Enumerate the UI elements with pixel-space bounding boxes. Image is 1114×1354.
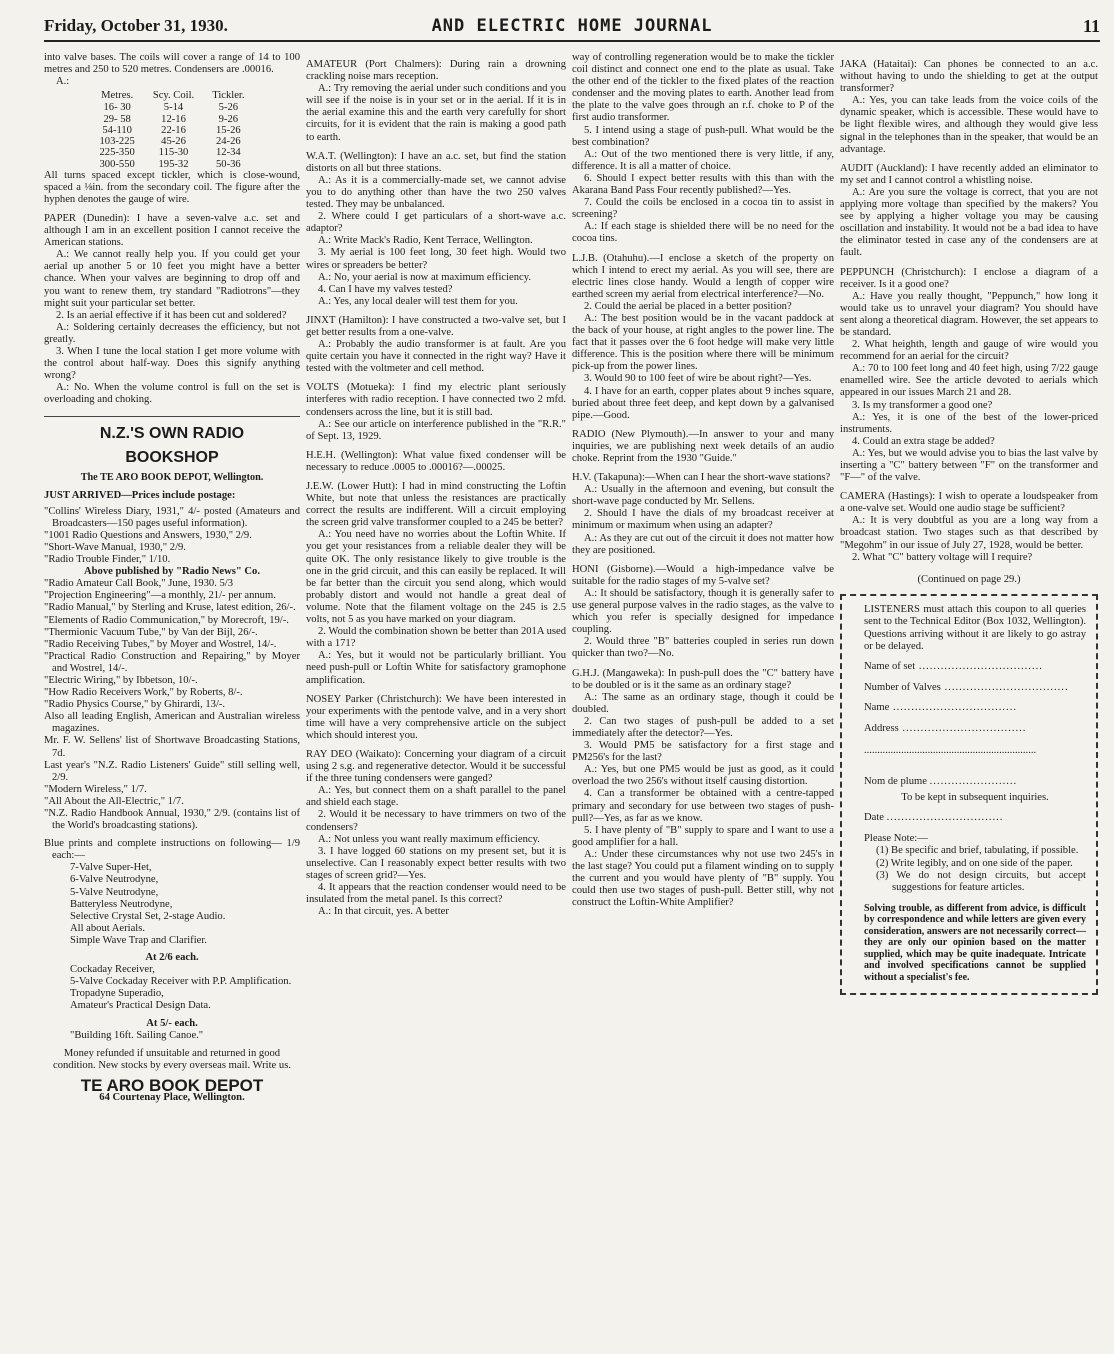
answer-paper-3: A.: No. When the volume control is full on the set is overloading and choking. xyxy=(44,382,300,406)
answer-item: A.: Yes, any local dealer will test them for you. xyxy=(318,295,518,307)
coil-header-cell: Scy. Coil. xyxy=(152,90,195,102)
answer-item: A.: Try removing the aerial under such conditions and you will see if the noise is in your set or in the aerial. If it is in the aerial examine this and the earth very carefully for short circuits, for it is evident that the rain is making a good path to earth. xyxy=(306,83,566,143)
coupon-solving: Solving trouble, as different from advice, is difficult by correspondence and while letters are given every consideration, answers are not necessarily correct—they are only our opinion based on the matter supplied, which may be quite inadequate. Intricate and involved specifications cannot be supplied without a specialist's fee. xyxy=(864,902,1086,983)
continued-answer: way of controlling regeneration would be to make the tickler coil distinct and connect one end to the plate as usual. Take the other end of the tickler to the fixed plates of the reaction condenser and the moving plates to earth. Another lead from the plate to the valve goes through an r.f. choke to P of the first audio transformer. xyxy=(572,52,834,124)
query-coupon xyxy=(840,594,1098,995)
coil-cell: 5-14 xyxy=(163,102,184,114)
coupon-field: Address .................................. xyxy=(864,722,1027,734)
query-item: RAY DEO (Waikato): Concerning your diagram of a circuit using 2 s.g. and regenerative detector. Would it be successful if the three tuning condensers were ganged? xyxy=(306,748,566,785)
query-item: HONI (Gisborne).—Would a high-impedance valve be suitable for the radio stages of my 5-valve set? xyxy=(572,563,834,587)
query-item: L.J.B. (Otahuhu).—I enclose a sketch of the property on which I intend to erect my aerial. As you will see, there are electric lines close handy. Would a length of copper wire earthed screen my aerial from electrical interference?—No. xyxy=(572,252,834,300)
coil-row xyxy=(91,125,254,136)
book-list xyxy=(44,506,300,833)
answer-item: A.: Yes, but one PM5 would be just as good, as it could overload the two 256's without itself causing distortion. xyxy=(572,764,834,788)
book-item: "Practical Radio Construction and Repairing," by Moyer and Wostrel, 14/-. xyxy=(44,650,300,674)
answer-item: A.: Usually in the afternoon and evening, but consult the short-wave page conducted by Mr. Sellens. xyxy=(572,484,834,508)
answer-label: A.: xyxy=(56,76,70,88)
answer-item: A.: It is very doubtful as you are a long way from a broadcast station. Two stages such as that described by "Megohm" in our issue of July 27, 1928, would be better. xyxy=(840,515,1098,551)
coupon-field: Name of set .................................. xyxy=(864,661,1043,673)
coil-row xyxy=(91,147,254,158)
book-item: "Radio Manual," by Sterling and Kruse, latest edition, 26/-. xyxy=(44,602,296,614)
book-item: "All About the All-Electric," 1/7. xyxy=(44,795,184,807)
blueprint-item: Tropadyne Superadio, xyxy=(70,988,164,1000)
price-5: At 5/- each. xyxy=(146,1017,198,1029)
coil-cell: 45-26 xyxy=(161,136,186,148)
answer-item: A.: Yes, but connect them on a shaft parallel to the panel and shield each stage. xyxy=(306,785,566,809)
query-item: CAMERA (Hastings): I wish to operate a loudspeaker from a one-valve set. Would one audio stage be sufficient? xyxy=(840,491,1098,515)
blueprint-item: Selective Crystal Set, 2-stage Audio. xyxy=(70,910,226,922)
answer-item: 2. Would three "B" batteries coupled in series run down quicker than two?—No. xyxy=(572,636,834,660)
coupon-note-title: Please Note:— xyxy=(864,832,928,844)
answer-item: A.: Yes, but it would not be particularly brilliant. You need push-pull or Loftin White for satisfactory gramophone amplification. xyxy=(306,650,566,686)
book-item: "Collins' Wireless Diary, 1931," 4/- posted (Amateurs and Broadcasters—150 pages useful information). xyxy=(44,505,300,529)
answer-item: A.: No, your aerial is now at maximum efficiency. xyxy=(318,271,531,283)
coupon-note: (3) We do not design circuits, but accept suggestions for feature articles. xyxy=(876,869,1086,894)
coil-cell: 9-26 xyxy=(218,113,239,125)
book-item: "Electric Wiring," by Ibbetson, 10/-. xyxy=(44,674,198,686)
column-4 xyxy=(840,52,1098,1347)
book-item: Also all leading English, American and Australian wireless magazines. xyxy=(44,711,300,735)
answer-item: 4. Could an extra stage be added? xyxy=(852,435,995,447)
book-item: "Elements of Radio Communication," by Morecroft, 19/-. xyxy=(44,614,289,626)
blueprint-item: Batteryless Neutrodyne, xyxy=(70,898,173,910)
book-item: Mr. F. W. Sellens' list of Shortwave Broadcasting Stations, 7d. xyxy=(44,735,300,759)
blueprint-item: 5-Valve Neutrodyne, xyxy=(70,886,159,898)
issue-date: Friday, October 31, 1930. xyxy=(44,16,228,35)
coil-row xyxy=(91,136,254,147)
coupon-intro: LISTENERS must attach this coupon to all queries sent to the Technical Editor (Box 1032, Wellington). Questions arriving without it are likely to go astray or be delayed. xyxy=(864,603,1086,653)
coil-cell: 50-36 xyxy=(216,158,241,170)
coil-header-cell: Metres. xyxy=(101,90,134,102)
coil-cell: 225-350 xyxy=(99,147,135,159)
answer-item: 2. What heighth, length and gauge of wire would you recommend for an aerial for the circuit? xyxy=(840,339,1098,363)
question-paper-3: 3. When I tune the local station I get more volume with the control about half-way. Does this signify anything wrong? xyxy=(44,346,300,382)
price-2-6: At 2/6 each. xyxy=(145,952,199,964)
answer-item: A.: Probably the audio transformer is at fault. Are you quite certain you have it connected in the right way? Have it tested with the voltmeter and cell method. xyxy=(306,339,566,375)
query-item: H.E.H. (Wellington): What value fixed condenser will be necessary to reduce .0005 to .00016?—.00025. xyxy=(306,449,566,473)
blueprint-item: Simple Wave Trap and Clarifier. xyxy=(70,934,207,946)
book-item: Above published by "Radio News" Co. xyxy=(83,566,260,578)
book-item: "Thermionic Vacuum Tube," by Van der Bijl, 26/-. xyxy=(44,626,258,638)
answer-item: A.: Out of the two mentioned there is very little, if any, difference. It is all a matter of choice. xyxy=(572,148,834,172)
blueprint-item: 6-Valve Neutrodyne, xyxy=(70,874,159,886)
answer-item: A.: In that circuit, yes. A better xyxy=(318,906,449,918)
answer-item: A.: Yes, but we would advise you to bias the last valve by inserting a "C" battery between "F" on the transformer and "F—" of the valve. xyxy=(840,447,1098,484)
answer-item: A.: 70 to 100 feet long and 40 feet high, using 7/22 gauge enamelled wire. See the article devoted to aerials which appeared in our issues March 21 and 28. xyxy=(840,363,1098,399)
blueprint-item: 5-Valve Cockaday Receiver with P.P. Amplification. xyxy=(70,976,292,988)
bookshop-advert xyxy=(44,425,300,1104)
query-item: J.E.W. (Lower Hutt): I had in mind constructing the Loftin White, but note that unless the resistances are practically correct the results are indifferent. Will a circuit employing the screen grid valve transformer coupled to a 245 be better? xyxy=(306,481,566,529)
ad-heading-2: BOOKSHOP xyxy=(125,449,219,467)
answer-item: A.: You need have no worries about the Loftin White. If you get your resistances from a reliable dealer they will be quite OK. The only resistance likely to give trouble is the one in the grid circuit, and this can easily be replaced. It will be far better than the circuit you send along, which would probably distort and would not handle a great deal of volume. Note that the filament voltage on the 245 is 2.5 volts, not 5 as you have marked on your diagram. xyxy=(306,529,566,626)
answer-item: A.: If each stage is shielded there will be no need for the cocoa tins. xyxy=(572,221,834,245)
answer-item: 2. Would the combination shown be better than 201A used with a 171? xyxy=(306,626,566,650)
book-item: "Projection Engineering"—a monthly, 21/- per annum. xyxy=(44,590,276,602)
coupon-field: Number of Valves .................................. xyxy=(864,681,1069,693)
answer-item: A.: Are you sure the voltage is correct, that you are not applying more voltage than specified by the makers? You see by applying a higher voltage you may be causing oscillation and instability. It would not be a bad idea to have the eliminator tested in case any of the condensers are at fault. xyxy=(840,186,1098,259)
answer-item: A.: The same as an ordinary stage, though it could be doubled. xyxy=(572,691,834,715)
coil-cell: 15-26 xyxy=(216,124,241,136)
answer-item: 7. Could the coils be enclosed in a cocoa tin to assist in screening? xyxy=(572,197,834,221)
answer-item: 2. Can two stages of push-pull be added to a set immediately after the detector?—Yes. xyxy=(572,715,834,739)
book-item: "Radio Amateur Call Book," June, 1930. 5/3 xyxy=(44,578,234,590)
blueprints-intro: Blue prints and complete instructions on following— 1/9 each:— xyxy=(44,838,300,862)
column-2 xyxy=(306,52,566,1347)
query-item: AUDIT (Auckland): I have recently added an eliminator to my set and I cannot control a whistling noise. xyxy=(840,162,1098,186)
answer-item: 4. Can I have my valves tested? xyxy=(318,283,453,295)
answer-item: A.: Write Mack's Radio, Kent Terrace, Wellington. xyxy=(318,235,533,247)
coil-row xyxy=(91,159,254,170)
query-item: PEPPUNCH (Christchurch): I enclose a diagram of a receiver. Is it a good one? xyxy=(840,266,1098,290)
query-item: H.V. (Takapuna):—When can I hear the short-wave stations? xyxy=(572,472,831,484)
book-item: "How Radio Receivers Work," by Roberts, 8/-. xyxy=(44,687,243,699)
answer-item: 4. Can a transformer be obtained with a centre-tapped primary and secondary for use between two stages of push-pull?—Yes, as far as we know. xyxy=(572,788,834,824)
coil-intro: into valve bases. The coils will cover a range of 14 to 100 metres and 250 to 520 metres. Condensers are .00016. xyxy=(44,52,300,76)
book-item: "Short-Wave Manual, 1930," 2/9. xyxy=(44,541,186,553)
coil-note: All turns spaced except tickler, which is close-wound, spaced a ⅛in. from the secondary coil. The figure after the hyphen denotes the gauge of wire. xyxy=(44,169,300,205)
ad-heading-1: N.Z.'S OWN RADIO xyxy=(99,425,245,443)
refund-note: Money refunded if unsuitable and returned in good condition. New stocks by every overseas mail. Write us. xyxy=(53,1047,291,1071)
blueprints-list-5 xyxy=(44,1030,300,1042)
answer-item: A.: Yes, it is one of the best of the lower-priced instruments. xyxy=(840,411,1098,435)
ad-address: 64 Courtenay Place, Wellington. xyxy=(99,1091,245,1103)
answer-item: A.: As they are cut out of the circuit it does not matter how they are positioned. xyxy=(572,532,834,556)
ad-footer-name: TE ARO BOOK DEPOT xyxy=(80,1075,264,1095)
coil-cell: 12-16 xyxy=(161,113,186,125)
blueprint-item: Amateur's Practical Design Data. xyxy=(70,1000,211,1012)
coupon-field-date: Date ................................ xyxy=(864,812,1004,824)
query-item: AMATEUR (Port Chalmers): During rain a drowning crackling noise mars reception. xyxy=(306,59,566,83)
ad-just-arrived: JUST ARRIVED—Prices include postage: xyxy=(44,489,236,501)
book-item: "1001 Radio Questions and Answers, 1930," 2/9. xyxy=(44,529,252,541)
coil-cell: 103-225 xyxy=(99,136,135,148)
blueprint-item: 7-Valve Super-Het, xyxy=(70,862,152,874)
answer-item: 4. I have for an earth, copper plates about 9 inches square, buried about three feet deep, and kept down by a galvanised pipe.—Good. xyxy=(572,385,834,421)
answer-item: 5. I intend using a stage of push-pull. What would be the best combination? xyxy=(572,124,834,148)
column-3 xyxy=(572,52,834,1347)
blueprint-item: Cockaday Receiver, xyxy=(70,964,155,976)
answer-item: 3. I have logged 60 stations on my present set, but it is unselective. Can I reasonably expect better results with two stages of screen grid?—Yes. xyxy=(306,845,566,881)
coil-row xyxy=(91,102,254,113)
coil-row xyxy=(91,114,254,125)
answer-paper-1: A.: We cannot really help you. If you could get your aerial up another 5 or 10 feet you might have a better chance. When your valves are beginning to drop off and you want to renew them, try standard "Radiotrons"—they might suit your particular set better. xyxy=(44,249,300,309)
answer-item: 4. It appears that the reaction condenser would need to be insulated from the metal panel. Is this correct? xyxy=(306,882,566,906)
answer-item: 6. Should I expect better results with this than with the Akarana Band Pass Four recently published?—Yes. xyxy=(572,172,834,197)
query-paper: PAPER (Dunedin): I have a seven-valve a.c. set and although I am in an excellent position I cannot receive the American stations. xyxy=(44,212,300,249)
coil-cell: 195-32 xyxy=(158,158,189,170)
answer-item: A.: Yes, you can take leads from the voice coils of the dynamic speaker, which is accessible. These would have to be light flexible wires, and although they would give less signal in the telephones than in the speaker, that would be an advantage. xyxy=(840,95,1098,155)
coil-cell: 29- 58 xyxy=(103,113,131,125)
book-item: "Modern Wireless," 1/7. xyxy=(44,783,147,795)
answer-item: A.: As it is a commercially-made set, we cannot advise you to do anything other than have the two 250 valves tested. They may be unbalanced. xyxy=(306,174,566,211)
book-item: "N.Z. Radio Handbook Annual, 1930," 2/9. (contains list of the World's broadcasting stations). xyxy=(44,808,300,832)
column-1 xyxy=(44,52,300,1347)
blueprints-list-19 xyxy=(44,862,300,947)
query-item: JAKA (Hataitai): Can phones be connected to an a.c. without having to undo the shielding to get at the output transformer? xyxy=(840,59,1098,95)
answer-item: 2. What "C" battery voltage will I require? xyxy=(852,551,1033,563)
coupon-kept: To be kept in subsequent inquiries. xyxy=(901,791,1049,803)
coil-cell: 22-16 xyxy=(161,124,186,136)
answer-item: A.: It should be satisfactory, though it is generally safer to use general purpose valves in the radio stages, as the valve to which you refer is specially designed for impedance coupling. xyxy=(572,587,834,636)
answer-item: 2. Should I have the dials of my broadcast receiver at minimum or maximum when using an adapter? xyxy=(572,508,834,532)
coil-cell: 54-110 xyxy=(102,124,132,136)
answer-item: 3. My aerial is 100 feet long, 30 feet high. Would two wires or spreaders be better? xyxy=(306,247,566,271)
coil-cell: 300-550 xyxy=(99,158,135,170)
answer-item: A.: The best position would be in the vacant paddock at the back of your house, at right angles to the power line. The fact that it passes over the 6 foot hedge will make very little difference. This is the position where there will be minimum pick-up from the power lines. xyxy=(572,312,834,373)
coil-cell: 24-26 xyxy=(216,136,241,148)
answer-item: A.: Not unless you want really maximum efficiency. xyxy=(318,833,540,845)
answer-item: 3. Would PM5 be satisfactory for a first stage and PM256's for the last? xyxy=(572,740,834,764)
coil-cell: 12-34 xyxy=(216,147,241,159)
answer-item: A.: Under these circumstances why not use two 245's in the last stage? You could put a filament winding on to supply the current and you would have plenty of "B" supply. You could then use two stages of push-pull. Better still, why not construct the Loftin-White Amplifier? xyxy=(572,848,834,909)
coil-cell: 115-30 xyxy=(158,147,189,159)
answer-item: 2. Could the aerial be placed in a better position? xyxy=(584,300,792,312)
blueprint-item: "Building 16ft. Sailing Canoe." xyxy=(70,1029,204,1041)
coil-header-cell: Tickler. xyxy=(212,90,245,102)
query-item: W.A.T. (Wellington): I have an a.c. set, but find the station distorts on all but three stations. xyxy=(306,150,566,174)
coupon-field-nom: Nom de plume ........................ xyxy=(864,775,1018,787)
answer-paper-2: A.: Soldering certainly decreases the efficiency, but not greatly. xyxy=(44,321,300,345)
page-header xyxy=(44,14,1100,42)
book-item: "Radio Receiving Tubes," by Moyer and Wostrel, 14/-. xyxy=(44,638,277,650)
question-paper-2: 2. Is an aerial effective if it has been cut and soldered? xyxy=(56,309,287,321)
continued-note: (Continued on page 29.) xyxy=(917,573,1021,585)
answer-item: 3. Would 90 to 100 feet of wire be about right?—Yes. xyxy=(584,373,812,385)
divider xyxy=(44,416,300,417)
coil-table xyxy=(91,90,254,169)
blueprints-list-26 xyxy=(44,964,300,1012)
coupon-field: Name .................................. xyxy=(864,702,1017,714)
book-item: "Radio Trouble Finder," 1/10. xyxy=(44,554,171,566)
blueprint-item: All about Aerials. xyxy=(70,922,146,934)
coupon-blank-line: ................................................................. xyxy=(864,745,1037,757)
answer-item: 2. Would it be necessary to have trimmers on two of the condensers? xyxy=(306,809,566,833)
coil-cell: 16- 30 xyxy=(103,102,131,114)
query-item: VOLTS (Motueka): I find my electric plant seriously interferes with radio reception. I have connected two 2 mfd. condensers across the line, but it is still bad. xyxy=(306,382,566,418)
answer-item: 5. I have plenty of "B" supply to spare and I want to use a good amplifier for a hall. xyxy=(572,824,834,848)
answer-item: 2. Where could I get particulars of a short-wave a.c. adaptor? xyxy=(306,211,566,235)
query-item: NOSEY Parker (Christchurch): We have been interested in your experiments with the pentode valve, and in a very short time will have a very comprehensive article on the subject which should interest you. xyxy=(306,693,566,741)
query-item: RADIO (New Plymouth).—In answer to your and many inquiries, we are publishing next week details of an audio choke. Reprint from the 1930 "Guide." xyxy=(572,428,834,464)
book-item: "Radio Physics Course," by Ghirardi, 13/-. xyxy=(44,699,226,711)
coupon-note: (1) Be specific and brief, tabulating, if possible. xyxy=(876,845,1079,857)
answer-item: 3. Is my transformer a good one? xyxy=(852,399,993,411)
coil-cell: 5-26 xyxy=(218,102,239,114)
ad-subheading: The TE ARO BOOK DEPOT, Wellington. xyxy=(80,472,264,484)
newspaper-title: AND ELECTRIC HOME JOURNAL xyxy=(431,16,713,36)
answer-item: A.: See our article on interference published in the "R.R." of Sept. 13, 1929. xyxy=(306,418,566,442)
query-item: G.H.J. (Mangaweka): In push-pull does the "C" battery have to be doubled or is it the same as an ordinary stage? xyxy=(572,667,834,691)
book-item: Last year's "N.Z. Radio Listeners' Guide" still selling well, 2/9. xyxy=(44,759,300,783)
coupon-note: (2) Write legibly, and on one side of the paper. xyxy=(876,857,1073,869)
query-item: JINXT (Hamilton): I have constructed a two-valve set, but I get better results from a one-valve. xyxy=(306,314,566,338)
page-number: 11 xyxy=(1082,16,1100,36)
answer-item: A.: Have you really thought, "Peppunch," how long it would take us to unravel your diagram? You should have sent along a theoretical diagram. However, the set appears to be standard. xyxy=(840,290,1098,338)
